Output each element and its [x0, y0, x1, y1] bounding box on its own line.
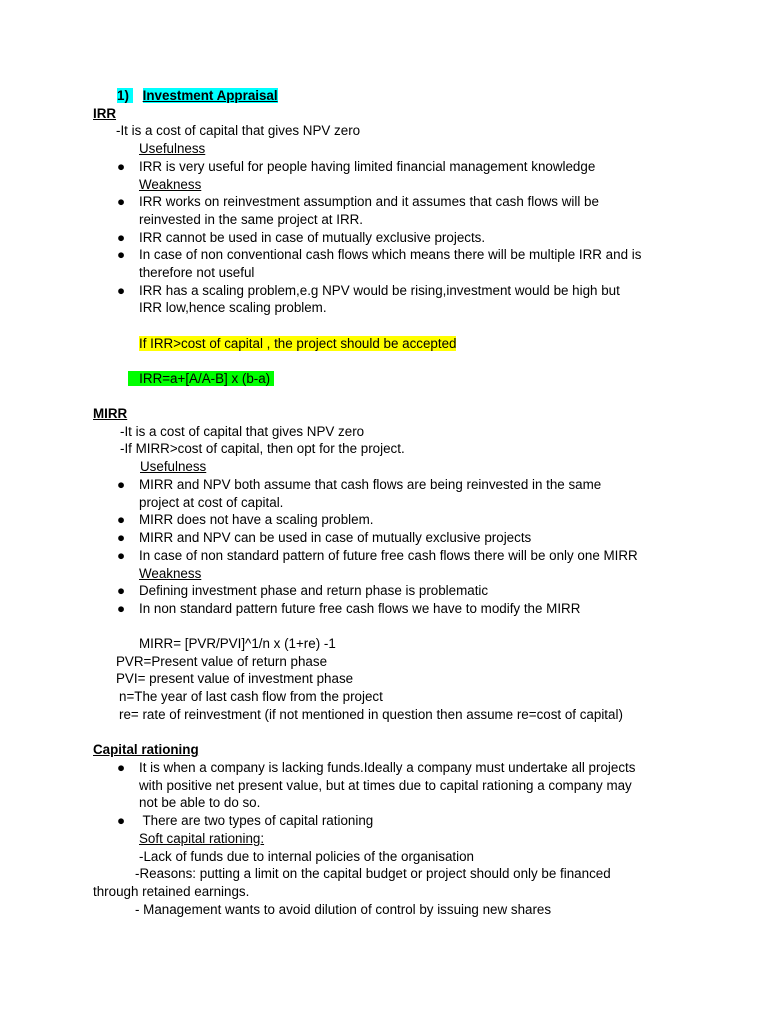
- mirr-legend-pvr: PVR=Present value of return phase: [116, 654, 328, 669]
- mirr-weakness-label: Weakness: [139, 566, 202, 581]
- mirr-definition: -It is a cost of capital that gives NPV zero: [120, 424, 365, 439]
- mirr-legend-pvi: PVI= present value of investment phase: [116, 671, 354, 686]
- bullet-icon: ●: [116, 283, 126, 298]
- capital-rationing-title: Capital rationing: [93, 742, 199, 757]
- mirr-usefulness-line: MIRR and NPV both assume that cash flows are being reinvested in the same: [139, 477, 602, 492]
- mirr-usefulness-line: MIRR does not have a scaling problem.: [139, 512, 374, 527]
- soft-rationing-line: -Lack of funds due to internal policies of the organisation: [139, 849, 474, 864]
- mirr-title: MIRR: [93, 406, 128, 421]
- irr-formula: IRR=a+[A/A-B] x (b-a): [128, 370, 274, 388]
- bullet-icon: ●: [116, 760, 126, 775]
- mirr-formula: MIRR= [PVR/PVI]^1/n x (1+re) -1: [139, 636, 336, 651]
- irr-weakness-label: Weakness: [139, 177, 202, 192]
- capital-rationing-line: with positive net present value, but at times due to capital rationing a company may: [139, 778, 632, 793]
- capital-rationing-line: It is when a company is lacking funds.Ideally a company must undertake all projects: [139, 760, 636, 775]
- irr-usefulness-label: Usefulness: [139, 141, 206, 156]
- irr-weakness-line: IRR low,hence scaling problem.: [139, 300, 327, 315]
- soft-rationing-line: - Management wants to avoid dilution of control by issuing new shares: [135, 902, 552, 917]
- bullet-icon: ●: [116, 477, 126, 492]
- capital-rationing-line: not be able to do so.: [139, 795, 261, 810]
- soft-capital-rationing-label: Soft capital rationing:: [139, 831, 265, 846]
- mirr-usefulness-line: project at cost of capital.: [139, 495, 284, 510]
- irr-weakness-line: In case of non conventional cash flows which means there will be multiple IRR and is: [139, 247, 642, 262]
- soft-rationing-line: -Reasons: putting a limit on the capital budget or project should only be financed: [135, 866, 611, 881]
- irr-definition: -It is a cost of capital that gives NPV zero: [116, 123, 361, 138]
- irr-decision-rule: If IRR>cost of capital , the project should be accepted: [139, 336, 457, 351]
- irr-usefulness-item: IRR is very useful for people having limited financial management knowledge: [139, 159, 596, 174]
- irr-weakness-line: IRR has a scaling problem,e.g NPV would be rising,investment would be high but: [139, 283, 620, 298]
- bullet-icon: ●: [116, 159, 126, 174]
- mirr-usefulness-label: Usefulness: [140, 459, 207, 474]
- irr-title: IRR: [93, 106, 117, 121]
- irr-weakness-line: IRR works on reinvestment assumption and it assumes that cash flows will be: [139, 194, 599, 209]
- bullet-icon: ●: [116, 813, 126, 828]
- mirr-legend-n: n=The year of last cash flow from the project: [119, 689, 383, 704]
- mirr-usefulness-line: In case of non standard pattern of future free cash flows there will be only one MIRR: [139, 548, 638, 563]
- heading-number: 1): [117, 88, 129, 103]
- bullet-icon: ●: [116, 548, 126, 563]
- mirr-weakness-item: Defining investment phase and return phase is problematic: [139, 583, 489, 598]
- section-heading: [117, 87, 278, 105]
- irr-weakness-line: therefore not useful: [139, 265, 255, 280]
- bullet-icon: ●: [116, 530, 126, 545]
- bullet-icon: ●: [116, 512, 126, 527]
- bullet-icon: ●: [116, 247, 126, 262]
- irr-weakness-line: reinvested in the same project at IRR.: [139, 212, 364, 227]
- bullet-icon: ●: [116, 230, 126, 245]
- soft-rationing-line: through retained earnings.: [93, 884, 250, 899]
- irr-weakness-line: IRR cannot be used in case of mutually exclusive projects.: [139, 230, 486, 245]
- heading-title: Investment Appraisal: [142, 88, 278, 103]
- mirr-rule: -If MIRR>cost of capital, then opt for the project.: [120, 441, 405, 456]
- bullet-icon: ●: [116, 583, 126, 598]
- bullet-icon: ●: [116, 194, 126, 209]
- mirr-legend-re: re= rate of reinvestment (if not mentioned in question then assume re=cost of capital): [119, 707, 623, 722]
- capital-rationing-types: There are two types of capital rationing: [139, 813, 374, 828]
- bullet-icon: ●: [116, 601, 126, 616]
- mirr-weakness-item: In non standard pattern future free cash flows we have to modify the MIRR: [139, 601, 581, 616]
- mirr-usefulness-line: MIRR and NPV can be used in case of mutually exclusive projects: [139, 530, 532, 545]
